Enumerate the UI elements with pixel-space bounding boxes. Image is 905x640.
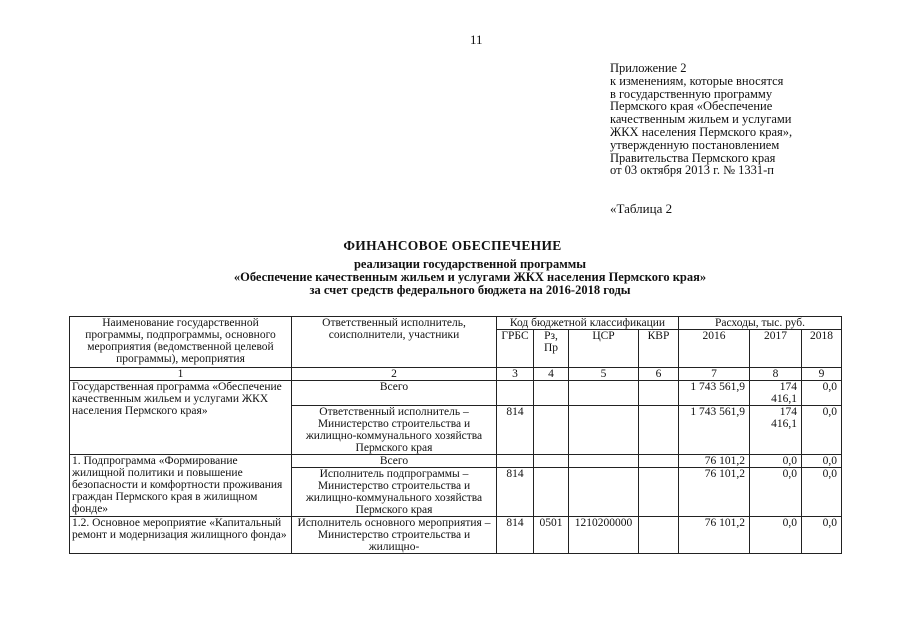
- table-row: [70, 381, 842, 406]
- row-2018: 0,0: [802, 455, 842, 468]
- column-number: 2: [292, 368, 497, 381]
- appendix-line: утвержденную постановлением: [610, 137, 780, 152]
- appendix-line: Приложение 2: [610, 61, 687, 75]
- row-kvr: [639, 517, 679, 554]
- row-rz-pr: [534, 455, 569, 468]
- row-kvr: [639, 381, 679, 406]
- row-executor: Всего: [292, 381, 497, 406]
- row-rz-pr: [534, 406, 569, 455]
- row-2017: 0,0: [750, 517, 802, 554]
- row-2018: 0,0: [802, 517, 842, 554]
- row-grbs: 814: [497, 468, 534, 517]
- header-csr: ЦСР: [569, 330, 639, 368]
- column-number: 6: [639, 368, 679, 381]
- header-grbs: ГРБС: [497, 330, 534, 368]
- row-name: 1. Подпрограмма «Формирование жилищной политики и повышение безопасности и комфортности проживания граждан Пермского края в жилищном фонде»: [70, 455, 292, 517]
- row-kvr: [639, 406, 679, 455]
- row-2016: 76 101,2: [679, 455, 750, 468]
- row-kvr: [639, 468, 679, 517]
- page-number: 11: [470, 32, 483, 47]
- row-2016: 76 101,2: [679, 517, 750, 554]
- row-csr: [569, 381, 639, 406]
- row-2017: 174 416,1: [750, 381, 802, 406]
- row-executor: Исполнитель подпрограммы – Министерство строительства и жилищно-коммунального хозяйства Пермского края: [292, 468, 497, 517]
- header-2016: 2016: [679, 330, 750, 368]
- column-number: 4: [534, 368, 569, 381]
- row-2018: 0,0: [802, 406, 842, 455]
- subtitle-line: реализации государственной программы: [353, 257, 587, 271]
- appendix-line: качественным жильем и услугами: [610, 112, 792, 127]
- row-executor: Всего: [292, 455, 497, 468]
- row-executor: Исполнитель основного мероприятия – Министерство строительства и жилищно-: [292, 517, 497, 554]
- header-rz-pr: Рз, Пр: [534, 330, 569, 368]
- appendix-line: ЖКХ населения Пермского края»,: [610, 124, 793, 139]
- row-name: 1.2. Основное мероприятие «Капитальный ремонт и модернизация жилищного фонда»: [70, 517, 292, 554]
- appendix-line: к изменениям, которые вносятся: [610, 73, 784, 88]
- row-grbs: 814: [497, 517, 534, 554]
- row-grbs: [497, 381, 534, 406]
- table-mark: «Таблица 2: [610, 201, 673, 216]
- row-grbs: [497, 455, 534, 468]
- subtitle-line: «Обеспечение качественным жильем и услугами ЖКХ населения Пермского края»: [233, 270, 707, 284]
- row-2018: 0,0: [802, 381, 842, 406]
- document-title: ФИНАНСОВОЕ ОБЕСПЕЧЕНИЕ: [343, 238, 562, 253]
- column-number: 5: [569, 368, 639, 381]
- column-number: 8: [750, 368, 802, 381]
- table-row: [70, 455, 842, 468]
- row-kvr: [639, 455, 679, 468]
- header-budget-code: Код бюджетной классификации: [497, 317, 679, 330]
- table-row: [70, 517, 842, 554]
- row-csr: [569, 468, 639, 517]
- row-csr: 1210200000: [569, 517, 639, 554]
- row-2017: 174 416,1: [750, 406, 802, 455]
- row-rz-pr: 0501: [534, 517, 569, 554]
- appendix-line: Пермского края «Обеспечение: [610, 99, 773, 114]
- row-csr: [569, 455, 639, 468]
- row-2018: 0,0: [802, 468, 842, 517]
- subtitle-line: за счет средств федерального бюджета на 2016-2018 годы: [309, 283, 631, 297]
- header-name: Наименование государственной программы, подпрограммы, основного мероприятия (ведомственной целевой программы), мероприятия: [70, 317, 292, 368]
- column-number: 1: [70, 368, 292, 381]
- header-kvr: КВР: [639, 330, 679, 368]
- column-number: 9: [802, 368, 842, 381]
- financing-table: [69, 316, 842, 554]
- appendix-line: Правительства Пермского края: [610, 150, 776, 165]
- column-number: 7: [679, 368, 750, 381]
- appendix-note: [610, 62, 792, 177]
- row-name: Государственная программа «Обеспечение качественным жильем и услугами ЖКХ населения Пермского края»: [70, 381, 292, 455]
- row-rz-pr: [534, 468, 569, 517]
- row-executor: Ответственный исполнитель – Министерство строительства и жилищно-коммунального хозяйства Пермского края: [292, 406, 497, 455]
- document-subtitle: [60, 258, 880, 297]
- row-2017: 0,0: [750, 455, 802, 468]
- header-2018: 2018: [802, 330, 842, 368]
- header-executor: Ответственный исполнитель, соисполнители, участники: [292, 317, 497, 368]
- header-expenses: Расходы, тыс. руб.: [679, 317, 842, 330]
- row-2017: 0,0: [750, 468, 802, 517]
- column-number: 3: [497, 368, 534, 381]
- row-2016: 1 743 561,9: [679, 381, 750, 406]
- appendix-line: в государственную программу: [610, 86, 773, 101]
- appendix-line: от 03 октября 2013 г. № 1331-п: [610, 163, 774, 178]
- row-2016: 76 101,2: [679, 468, 750, 517]
- row-rz-pr: [534, 381, 569, 406]
- row-2016: 1 743 561,9: [679, 406, 750, 455]
- row-grbs: 814: [497, 406, 534, 455]
- row-csr: [569, 406, 639, 455]
- header-2017: 2017: [750, 330, 802, 368]
